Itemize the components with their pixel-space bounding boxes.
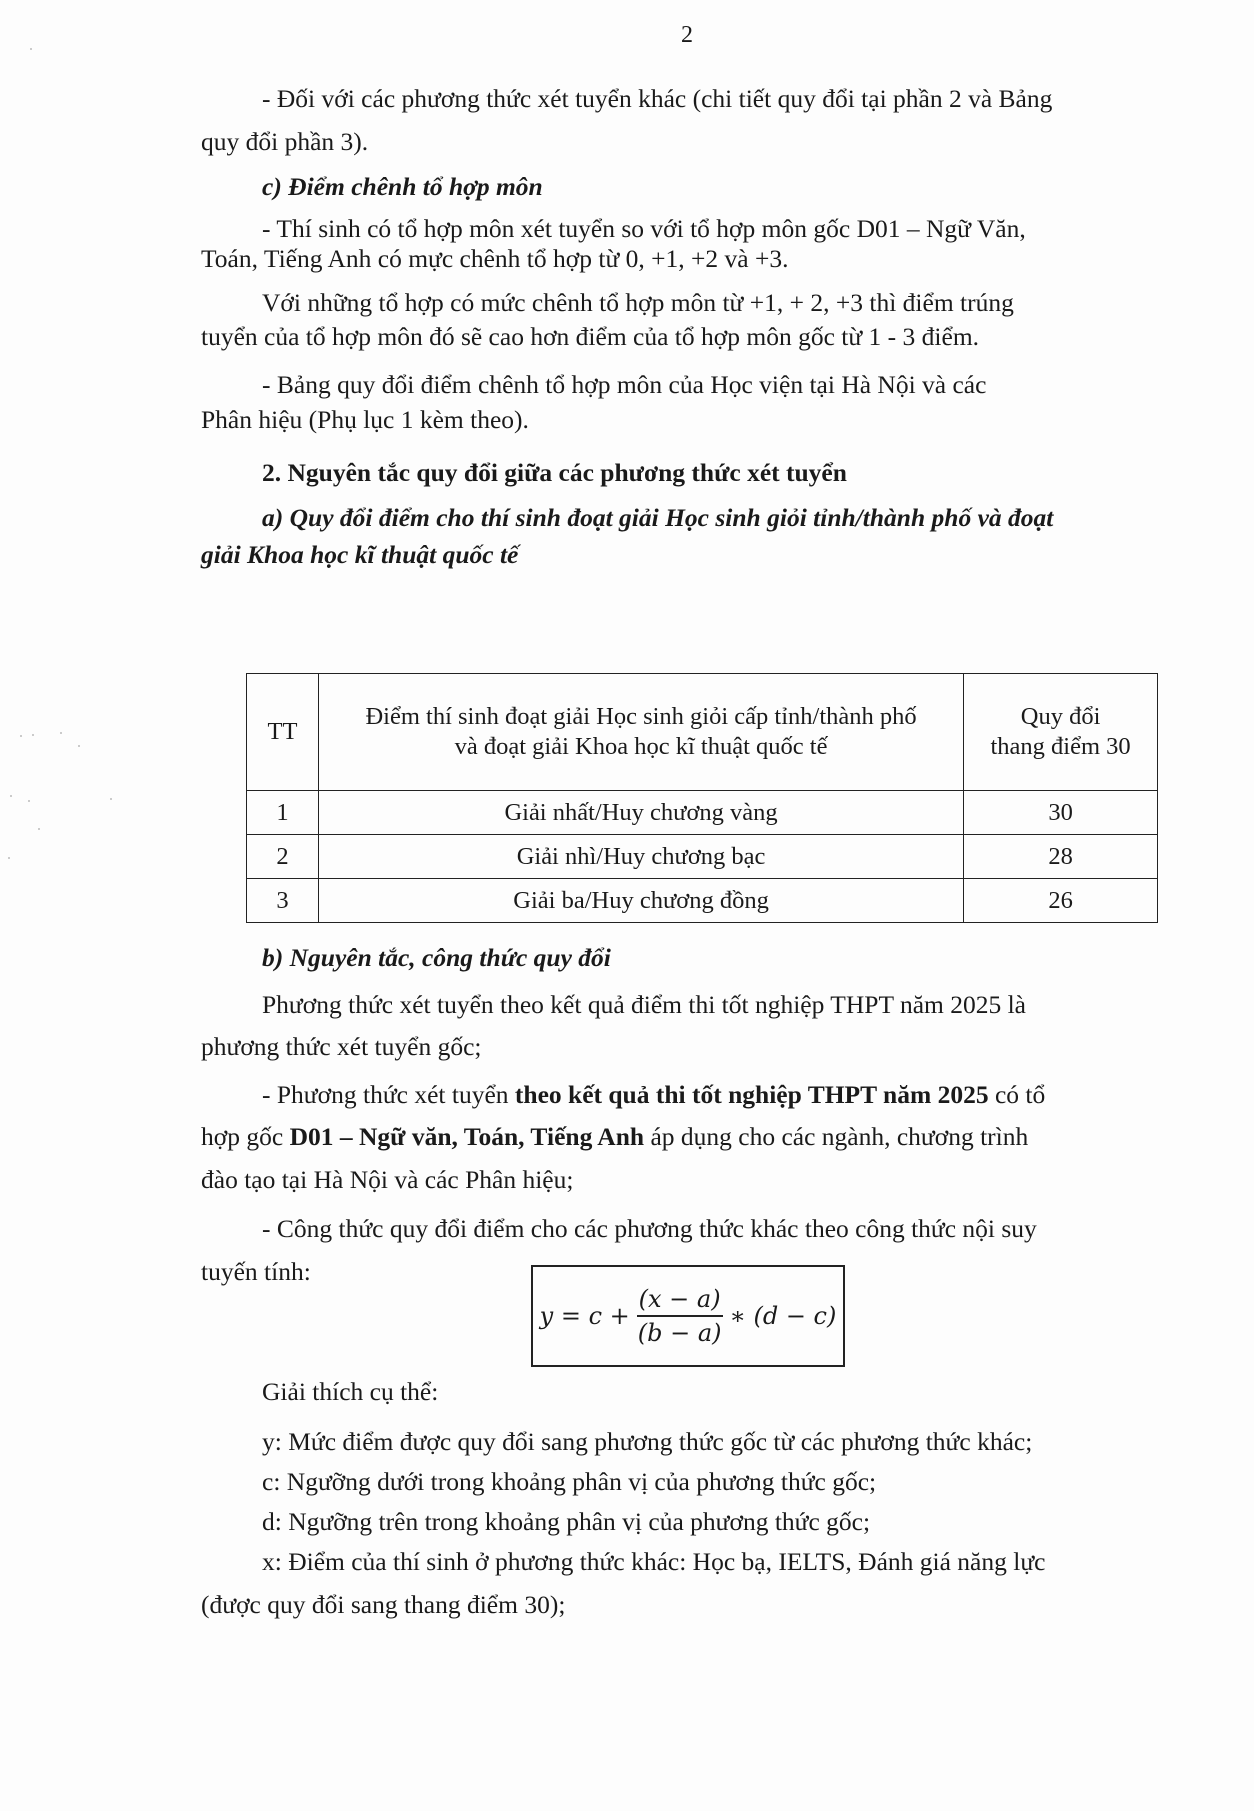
paragraph-difference-cont: tuyển của tổ hợp môn đó sẽ cao hơn điểm của tổ hợp môn gốc từ 1 - 3 điểm. xyxy=(201,322,980,351)
interpolation-formula-box xyxy=(531,1265,845,1367)
formula-denominator: (b − a) xyxy=(637,1319,722,1347)
cell-score: 28 xyxy=(964,835,1158,879)
cell-score: 26 xyxy=(964,879,1158,923)
paragraph-appendix-cont: Phân hiệu (Phụ lục 1 kèm theo). xyxy=(201,405,529,434)
header-score xyxy=(964,674,1158,791)
formula-fraction xyxy=(636,1285,724,1347)
paragraph-thpt-method-end: đào tạo tại Hà Nội và các Phân hiệu; xyxy=(201,1165,574,1194)
cell-description: Giải nhì/Huy chương bạc xyxy=(318,835,963,879)
paragraph-base-method-cont: phương thức xét tuyển gốc; xyxy=(201,1032,482,1061)
header-tt: TT xyxy=(247,674,319,791)
formula-numerator: (x − a) xyxy=(637,1285,723,1317)
heading-c: c) Điểm chênh tổ hợp môn xyxy=(262,172,543,201)
cell-description: Giải ba/Huy chương đồng xyxy=(318,879,963,923)
award-conversion-table xyxy=(246,673,1158,923)
header-description xyxy=(318,674,963,791)
explanation-title: Giải thích cụ thể: xyxy=(262,1377,439,1406)
formula-lhs: y = c + xyxy=(539,1302,630,1330)
paragraph-base-method: Phương thức xét tuyển theo kết quả điểm thi tốt nghiệp THPT năm 2025 là xyxy=(262,990,1027,1019)
heading-b: b) Nguyên tắc, công thức quy đổi xyxy=(262,943,611,972)
text-normal: có tổ xyxy=(988,1080,1046,1109)
text-bold: theo kết quả thi tốt nghiệp THPT năm 2025 xyxy=(514,1080,989,1109)
table-row xyxy=(247,835,1158,879)
text-normal: hợp gốc xyxy=(201,1122,290,1151)
heading-a: a) Quy đổi điểm cho thí sinh đoạt giải Học sinh giỏi tỉnh/thành phố và đoạt xyxy=(262,503,1054,532)
paragraph-combination: - Thí sinh có tổ hợp môn xét tuyển so với tổ hợp môn gốc D01 – Ngữ Văn, xyxy=(262,214,1026,243)
text-normal: áp dụng cho các ngành, chương trình xyxy=(644,1122,1029,1151)
header-description-line1: Điểm thí sinh đoạt giải Học sinh giỏi cấp tỉnh/thành phố xyxy=(365,703,917,730)
paragraph-other-methods: - Đối với các phương thức xét tuyển khác (chi tiết quy đổi tại phần 2 và Bảng xyxy=(262,84,1053,113)
heading-section-2: 2. Nguyên tắc quy đổi giữa các phương thức xét tuyển xyxy=(262,458,847,487)
heading-a-cont: giải Khoa học kĩ thuật quốc tế xyxy=(201,540,519,569)
paragraph-formula-intro: - Công thức quy đổi điểm cho các phương thức khác theo công thức nội suy xyxy=(262,1214,1037,1243)
explanation-x: x: Điểm của thí sinh ở phương thức khác: Học bạ, IELTS, Đánh giá năng lực xyxy=(262,1547,1046,1576)
paragraph-combination-cont: Toán, Tiếng Anh có mực chênh tổ hợp từ 0, +1, +2 và +3. xyxy=(201,244,789,273)
paragraph-other-methods-cont: quy đổi phần 3). xyxy=(201,127,369,156)
paragraph-formula-intro-cont: tuyến tính: xyxy=(201,1257,311,1286)
header-score-line2: thang điểm 30 xyxy=(990,733,1131,760)
cell-tt: 2 xyxy=(247,835,319,879)
table-header-row xyxy=(247,674,1158,791)
paragraph-appendix: - Bảng quy đổi điểm chênh tổ hợp môn của Học viện tại Hà Nội và các xyxy=(262,370,987,399)
explanation-y: y: Mức điểm được quy đổi sang phương thức gốc từ các phương thức khác; xyxy=(262,1427,1033,1456)
table-row xyxy=(247,791,1158,835)
cell-score: 30 xyxy=(964,791,1158,835)
header-description-line2: và đoạt giải Khoa học kĩ thuật quốc tế xyxy=(454,733,828,760)
page-number: 2 xyxy=(681,22,693,48)
table-row xyxy=(247,879,1158,923)
text-bold: D01 – Ngữ văn, Toán, Tiếng Anh xyxy=(289,1122,645,1151)
cell-tt: 3 xyxy=(247,879,319,923)
explanation-c: c: Ngưỡng dưới trong khoảng phân vị của phương thức gốc; xyxy=(262,1467,877,1496)
explanation-x-cont: (được quy đổi sang thang điểm 30); xyxy=(201,1590,566,1619)
paragraph-difference: Với những tổ hợp có mức chênh tổ hợp môn từ +1, + 2, +3 thì điểm trúng xyxy=(262,288,1014,317)
paragraph-thpt-method xyxy=(262,1080,1045,1110)
header-score-line1: Quy đổi xyxy=(1020,703,1101,730)
text-normal: - Phương thức xét tuyển xyxy=(262,1080,515,1109)
cell-tt: 1 xyxy=(247,791,319,835)
explanation-d: d: Ngưỡng trên trong khoảng phân vị của phương thức gốc; xyxy=(262,1507,871,1536)
paragraph-thpt-method-cont xyxy=(201,1122,1028,1152)
formula-rhs: ∗ (d − c) xyxy=(729,1302,837,1330)
cell-description: Giải nhất/Huy chương vàng xyxy=(318,791,963,835)
